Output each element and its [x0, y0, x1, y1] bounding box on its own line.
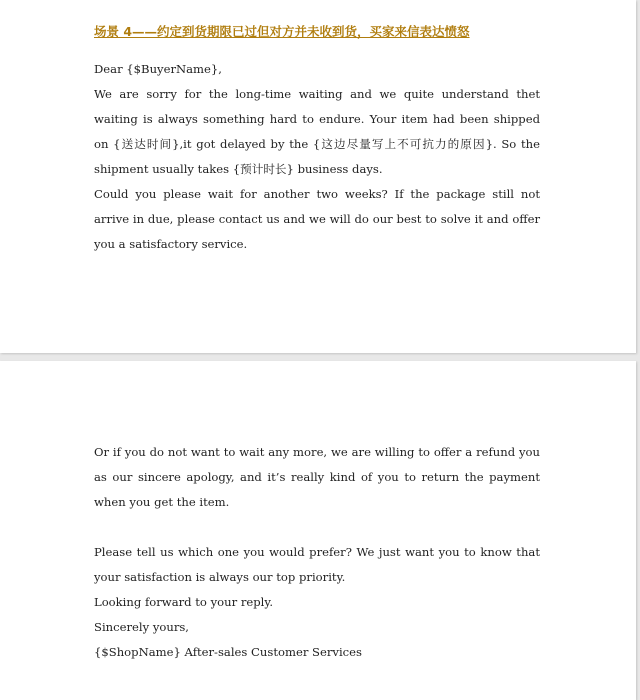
closing-line: Looking forward to your reply. [94, 595, 274, 609]
paragraph-apology: We are sorry for the long-time waiting and we quite understand thet waiting is always something hard to endure. Your item had been shipped on {送达时间},it got delayed by the {这边尽量写上不可抗力的原因}. So the shipment usually takes {预计时长} business days. [94, 87, 540, 176]
signature: {$ShopName} After-sales Customer Services [94, 645, 362, 659]
document-title: 场景 4——约定到货期限已过但对方并未收到货，买家来信表达愤怒 [94, 24, 470, 39]
letter-body-top [94, 57, 540, 257]
paragraph-wait-request: Could you please wait for another two weeks? If the package still not arrive in due, please contact us and we will do our best to solve it and offer you a satisfactory service. [94, 187, 540, 251]
letter-body-refund [94, 440, 540, 515]
paragraph-refund-offer: Or if you do not want to wait any more, we are willing to offer a refund you as our sincere apology, and it’s really kind of you to return the payment when you get the item. [94, 445, 540, 509]
letter-body-closing [94, 540, 540, 665]
sign-off: Sincerely yours, [94, 620, 189, 634]
greeting: Dear {$BuyerName}, [94, 62, 222, 76]
paragraph-preference: Please tell us which one you would prefer? We just want you to know that your satisfaction is always our top priority. [94, 545, 540, 584]
